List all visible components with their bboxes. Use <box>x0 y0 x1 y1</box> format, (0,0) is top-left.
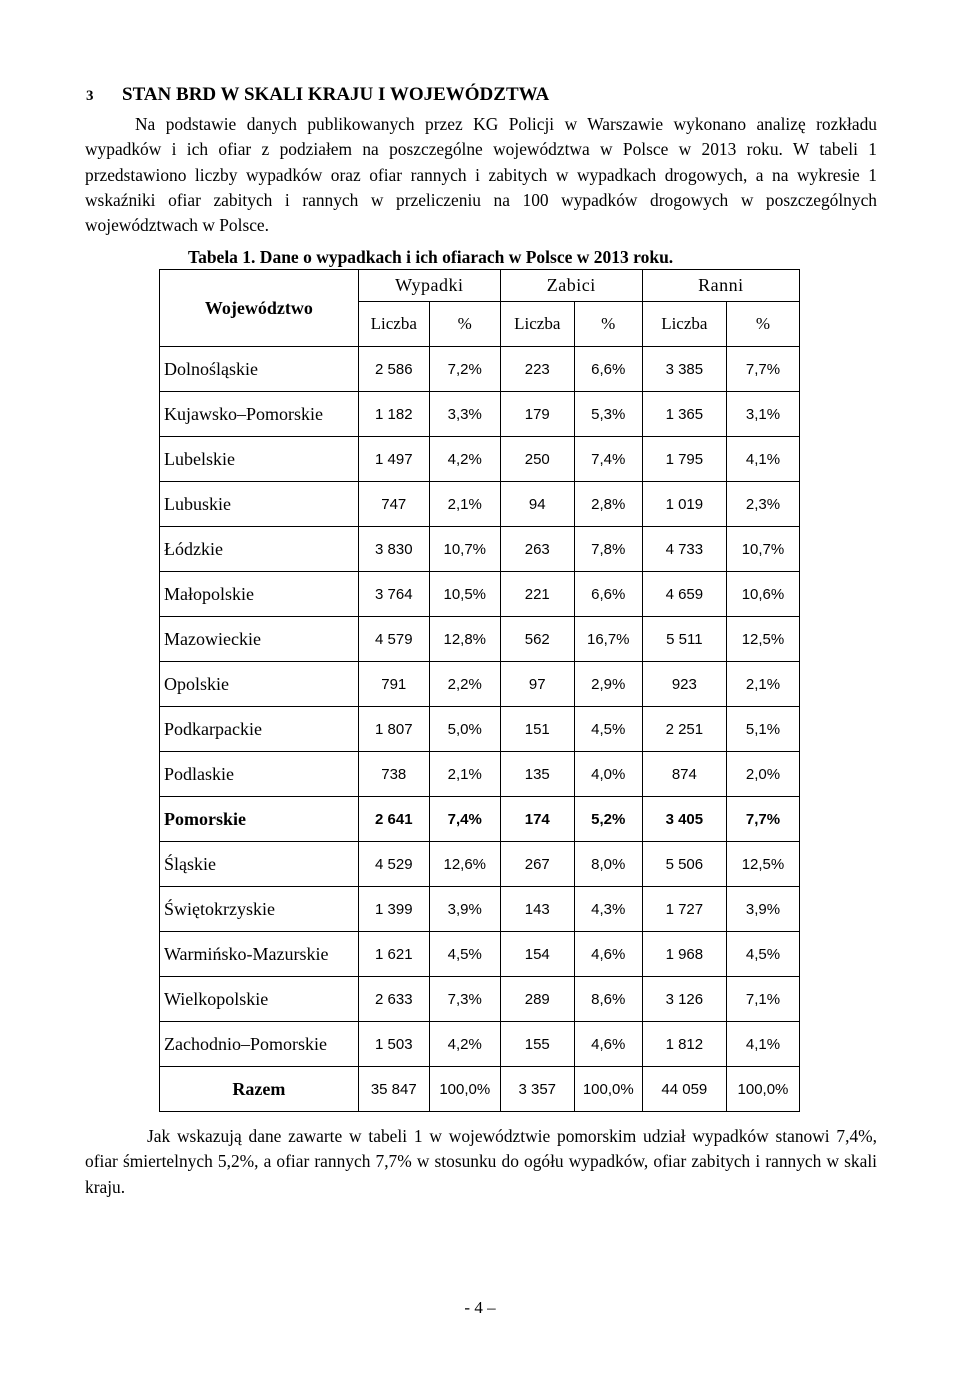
region-name-cell: Podlaskie <box>160 752 359 797</box>
region-name-cell: Warmińsko-Mazurskie <box>160 932 359 977</box>
intro-paragraph: Na podstawie danych publikowanych przez KG Policji w Warszawie wykonano analizę rozkładu wypadków i ich ofiar z podziałem na poszczególne województwa w Polsce w 2013 roku. W tabeli 1 przedstawiono liczby wypadków oraz ofiar rannych i zabitych w wypadkach drogowych, a na wykresie 1 wskaźniki ofiar zabitych i rannych w przeliczeniu na 100 wypadków drogowych w poszczególnych województwach w Polsce. <box>85 114 877 236</box>
region-name-cell: Kujawsko–Pomorskie <box>160 392 359 437</box>
region-name-cell: Dolnośląskie <box>160 347 359 392</box>
value-cell: 4,5% <box>574 707 642 752</box>
value-cell: 35 847 <box>358 1067 429 1112</box>
header-sub-cell: Liczba <box>500 302 574 347</box>
table-row <box>160 752 800 797</box>
value-cell: 4 733 <box>642 527 726 572</box>
value-cell: 2 633 <box>358 977 429 1022</box>
value-cell: 2,0% <box>726 752 799 797</box>
value-cell: 2,8% <box>574 482 642 527</box>
value-cell: 4,2% <box>429 1022 500 1067</box>
value-cell: 5,1% <box>726 707 799 752</box>
value-cell: 738 <box>358 752 429 797</box>
value-cell: 6,6% <box>574 347 642 392</box>
value-cell: 12,5% <box>726 842 799 887</box>
value-cell: 4 529 <box>358 842 429 887</box>
region-name-cell: Mazowieckie <box>160 617 359 662</box>
value-cell: 2,1% <box>726 662 799 707</box>
header-group-zabici: Zabici <box>500 270 642 302</box>
region-name-cell: Świętokrzyskie <box>160 887 359 932</box>
value-cell: 10,5% <box>429 572 500 617</box>
value-cell: 5,3% <box>574 392 642 437</box>
region-name-cell: Lubuskie <box>160 482 359 527</box>
value-cell: 16,7% <box>574 617 642 662</box>
value-cell: 5,0% <box>429 707 500 752</box>
value-cell: 874 <box>642 752 726 797</box>
table-row <box>160 482 800 527</box>
value-cell: 7,4% <box>429 797 500 842</box>
value-cell: 2,9% <box>574 662 642 707</box>
value-cell: 1 807 <box>358 707 429 752</box>
value-cell: 7,7% <box>726 347 799 392</box>
value-cell: 7,7% <box>726 797 799 842</box>
value-cell: 2 251 <box>642 707 726 752</box>
value-cell: 3 830 <box>358 527 429 572</box>
value-cell: 155 <box>500 1022 574 1067</box>
value-cell: 4,6% <box>574 932 642 977</box>
value-cell: 7,4% <box>574 437 642 482</box>
header-region: Województwo <box>160 270 359 347</box>
value-cell: 223 <box>500 347 574 392</box>
value-cell: 4,3% <box>574 887 642 932</box>
region-name-cell: Pomorskie <box>160 797 359 842</box>
value-cell: 151 <box>500 707 574 752</box>
header-group-wypadki: Wypadki <box>358 270 500 302</box>
value-cell: 12,5% <box>726 617 799 662</box>
value-cell: 4,6% <box>574 1022 642 1067</box>
header-sub-cell: % <box>574 302 642 347</box>
table-body <box>160 347 800 1112</box>
value-cell: 1 503 <box>358 1022 429 1067</box>
value-cell: 7,8% <box>574 527 642 572</box>
value-cell: 263 <box>500 527 574 572</box>
section-number: 3 <box>86 88 94 104</box>
value-cell: 250 <box>500 437 574 482</box>
value-cell: 5 511 <box>642 617 726 662</box>
table-row <box>160 797 800 842</box>
region-name-cell: Małopolskie <box>160 572 359 617</box>
header-sub-cell: % <box>429 302 500 347</box>
value-cell: 2,1% <box>429 482 500 527</box>
value-cell: 154 <box>500 932 574 977</box>
region-name-cell: Zachodnio–Pomorskie <box>160 1022 359 1067</box>
value-cell: 4,5% <box>726 932 799 977</box>
value-cell: 179 <box>500 392 574 437</box>
section-heading <box>86 84 549 106</box>
region-name-cell: Lubelskie <box>160 437 359 482</box>
value-cell: 12,6% <box>429 842 500 887</box>
table-row <box>160 347 800 392</box>
table-row <box>160 1022 800 1067</box>
table-row <box>160 977 800 1022</box>
conclusion-paragraph: Jak wskazują dane zawarte w tabeli 1 w województwie pomorskim udział wypadków stanowi 7,4%, ofiar śmiertelnych 5,2%, a ofiar rannych 7,7% w stosunku do ogółu wypadków, ofiar zabitych i rannych w skali kraju. <box>85 1126 877 1197</box>
table-row <box>160 437 800 482</box>
value-cell: 100,0% <box>726 1067 799 1112</box>
value-cell: 6,6% <box>574 572 642 617</box>
value-cell: 100,0% <box>429 1067 500 1112</box>
value-cell: 7,3% <box>429 977 500 1022</box>
value-cell: 1 812 <box>642 1022 726 1067</box>
value-cell: 94 <box>500 482 574 527</box>
table-row <box>160 887 800 932</box>
value-cell: 8,0% <box>574 842 642 887</box>
value-cell: 4,0% <box>574 752 642 797</box>
value-cell: 8,6% <box>574 977 642 1022</box>
region-name-cell: Podkarpackie <box>160 707 359 752</box>
table-row <box>160 392 800 437</box>
table-row <box>160 527 800 572</box>
value-cell: 3,3% <box>429 392 500 437</box>
header-sub-cell: % <box>726 302 799 347</box>
table-row <box>160 707 800 752</box>
region-name-cell: Łódzkie <box>160 527 359 572</box>
value-cell: 4,1% <box>726 1022 799 1067</box>
value-cell: 174 <box>500 797 574 842</box>
region-name-cell: Śląskie <box>160 842 359 887</box>
value-cell: 135 <box>500 752 574 797</box>
region-name-cell: Razem <box>160 1067 359 1112</box>
table-row <box>160 617 800 662</box>
value-cell: 5,2% <box>574 797 642 842</box>
header-sub-cell: Liczba <box>642 302 726 347</box>
accidents-table <box>159 269 800 1112</box>
header-group-ranni: Ranni <box>642 270 799 302</box>
value-cell: 3 357 <box>500 1067 574 1112</box>
value-cell: 10,6% <box>726 572 799 617</box>
value-cell: 3,1% <box>726 392 799 437</box>
value-cell: 3 764 <box>358 572 429 617</box>
value-cell: 10,7% <box>429 527 500 572</box>
value-cell: 1 365 <box>642 392 726 437</box>
value-cell: 2,1% <box>429 752 500 797</box>
value-cell: 100,0% <box>574 1067 642 1112</box>
value-cell: 289 <box>500 977 574 1022</box>
value-cell: 97 <box>500 662 574 707</box>
value-cell: 562 <box>500 617 574 662</box>
value-cell: 143 <box>500 887 574 932</box>
value-cell: 4,2% <box>429 437 500 482</box>
value-cell: 1 621 <box>358 932 429 977</box>
value-cell: 2,2% <box>429 662 500 707</box>
value-cell: 12,8% <box>429 617 500 662</box>
value-cell: 3 405 <box>642 797 726 842</box>
value-cell: 7,1% <box>726 977 799 1022</box>
value-cell: 3,9% <box>429 887 500 932</box>
value-cell: 10,7% <box>726 527 799 572</box>
region-name-cell: Opolskie <box>160 662 359 707</box>
value-cell: 3 126 <box>642 977 726 1022</box>
value-cell: 4 659 <box>642 572 726 617</box>
value-cell: 4,5% <box>429 932 500 977</box>
table-row <box>160 932 800 977</box>
table-row <box>160 842 800 887</box>
value-cell: 1 727 <box>642 887 726 932</box>
header-sub-cell: Liczba <box>358 302 429 347</box>
value-cell: 1 968 <box>642 932 726 977</box>
value-cell: 4 579 <box>358 617 429 662</box>
value-cell: 1 019 <box>642 482 726 527</box>
table-row <box>160 662 800 707</box>
value-cell: 44 059 <box>642 1067 726 1112</box>
value-cell: 3 385 <box>642 347 726 392</box>
value-cell: 267 <box>500 842 574 887</box>
value-cell: 2 641 <box>358 797 429 842</box>
value-cell: 4,1% <box>726 437 799 482</box>
value-cell: 1 399 <box>358 887 429 932</box>
value-cell: 1 182 <box>358 392 429 437</box>
page-number: - 4 – <box>464 1298 496 1317</box>
value-cell: 2,3% <box>726 482 799 527</box>
table-caption: Tabela 1. Dane o wypadkach i ich ofiarach w Polsce w 2013 roku. <box>188 247 674 267</box>
value-cell: 747 <box>358 482 429 527</box>
value-cell: 221 <box>500 572 574 617</box>
value-cell: 1 497 <box>358 437 429 482</box>
value-cell: 2 586 <box>358 347 429 392</box>
value-cell: 3,9% <box>726 887 799 932</box>
value-cell: 5 506 <box>642 842 726 887</box>
value-cell: 791 <box>358 662 429 707</box>
region-name-cell: Wielkopolskie <box>160 977 359 1022</box>
section-title: STAN BRD W SKALI KRAJU I WOJEWÓDZTWA <box>122 84 550 105</box>
table-row <box>160 572 800 617</box>
value-cell: 7,2% <box>429 347 500 392</box>
table-total-row <box>160 1067 800 1112</box>
value-cell: 1 795 <box>642 437 726 482</box>
value-cell: 923 <box>642 662 726 707</box>
